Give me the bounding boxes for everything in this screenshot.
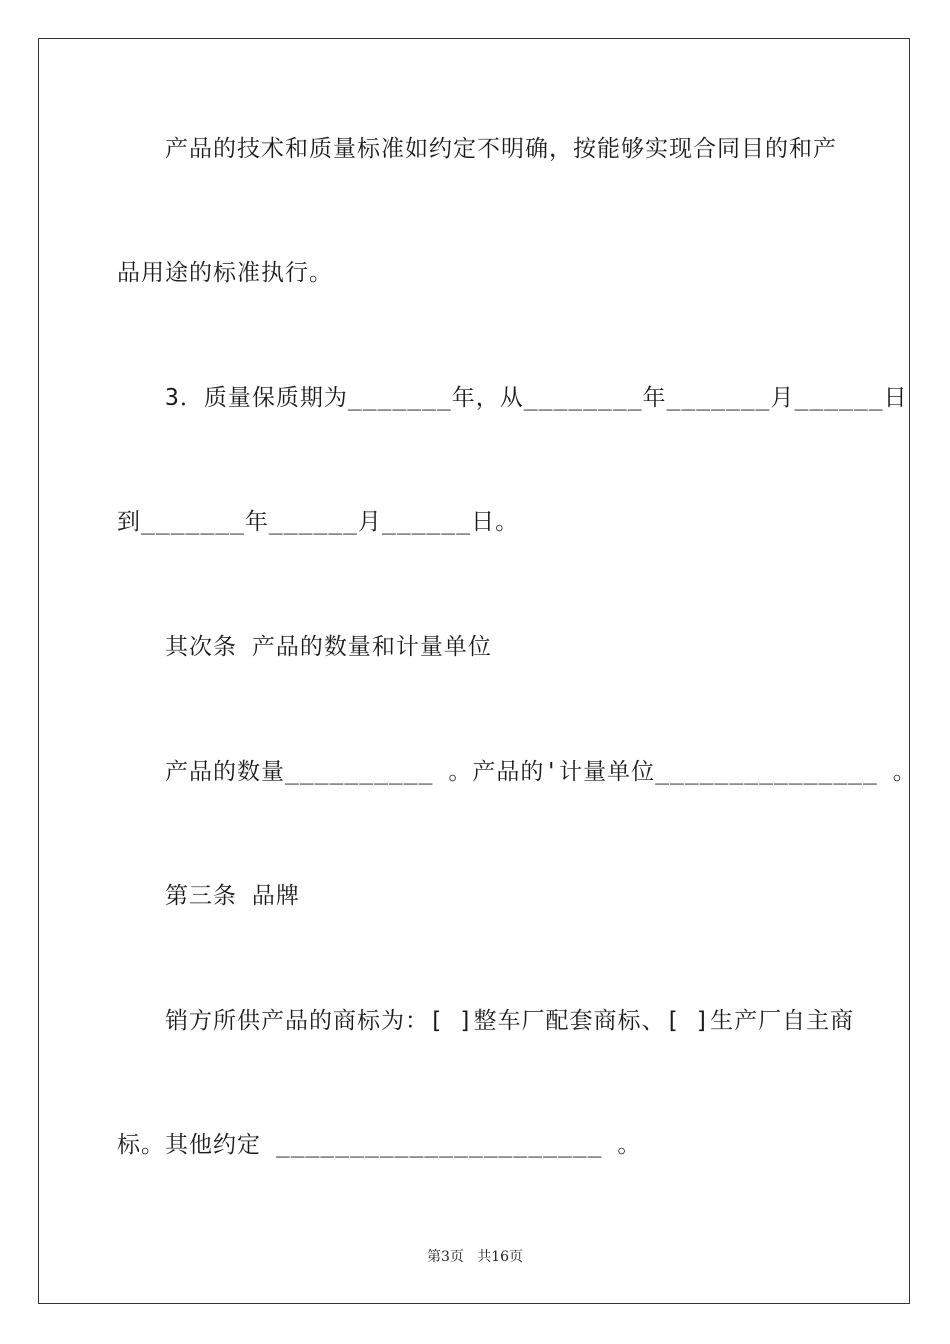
paragraph-line-6: 产品的数量__________ 。产品的'计量单位_______________ 。 <box>165 759 917 785</box>
paragraph-line-2: 品用途的标准执行。 <box>117 260 333 286</box>
section-heading-quantity: 其次条 产品的数量和计量单位 <box>165 634 492 660</box>
paragraph-line-4: 到_______年______月______日。 <box>117 509 520 535</box>
paragraph-line-1: 产品的技术和质量标准如约定不明确，按能够实现合同目的和产 <box>165 136 837 162</box>
page-number-footer: 第3页 共16页 <box>426 1249 524 1265</box>
paragraph-line-8: 销方所供产品的商标为：[ ]整车厂配套商标、[ ]生产厂自主商 <box>165 1008 855 1034</box>
section-heading-brand: 第三条 品牌 <box>165 883 300 909</box>
paragraph-line-3: 3．质量保质期为_______年，从________年_______月______日 <box>165 385 908 411</box>
page-border <box>38 38 910 1304</box>
paragraph-line-9: 标。其他约定 ______________________ 。 <box>117 1132 642 1158</box>
